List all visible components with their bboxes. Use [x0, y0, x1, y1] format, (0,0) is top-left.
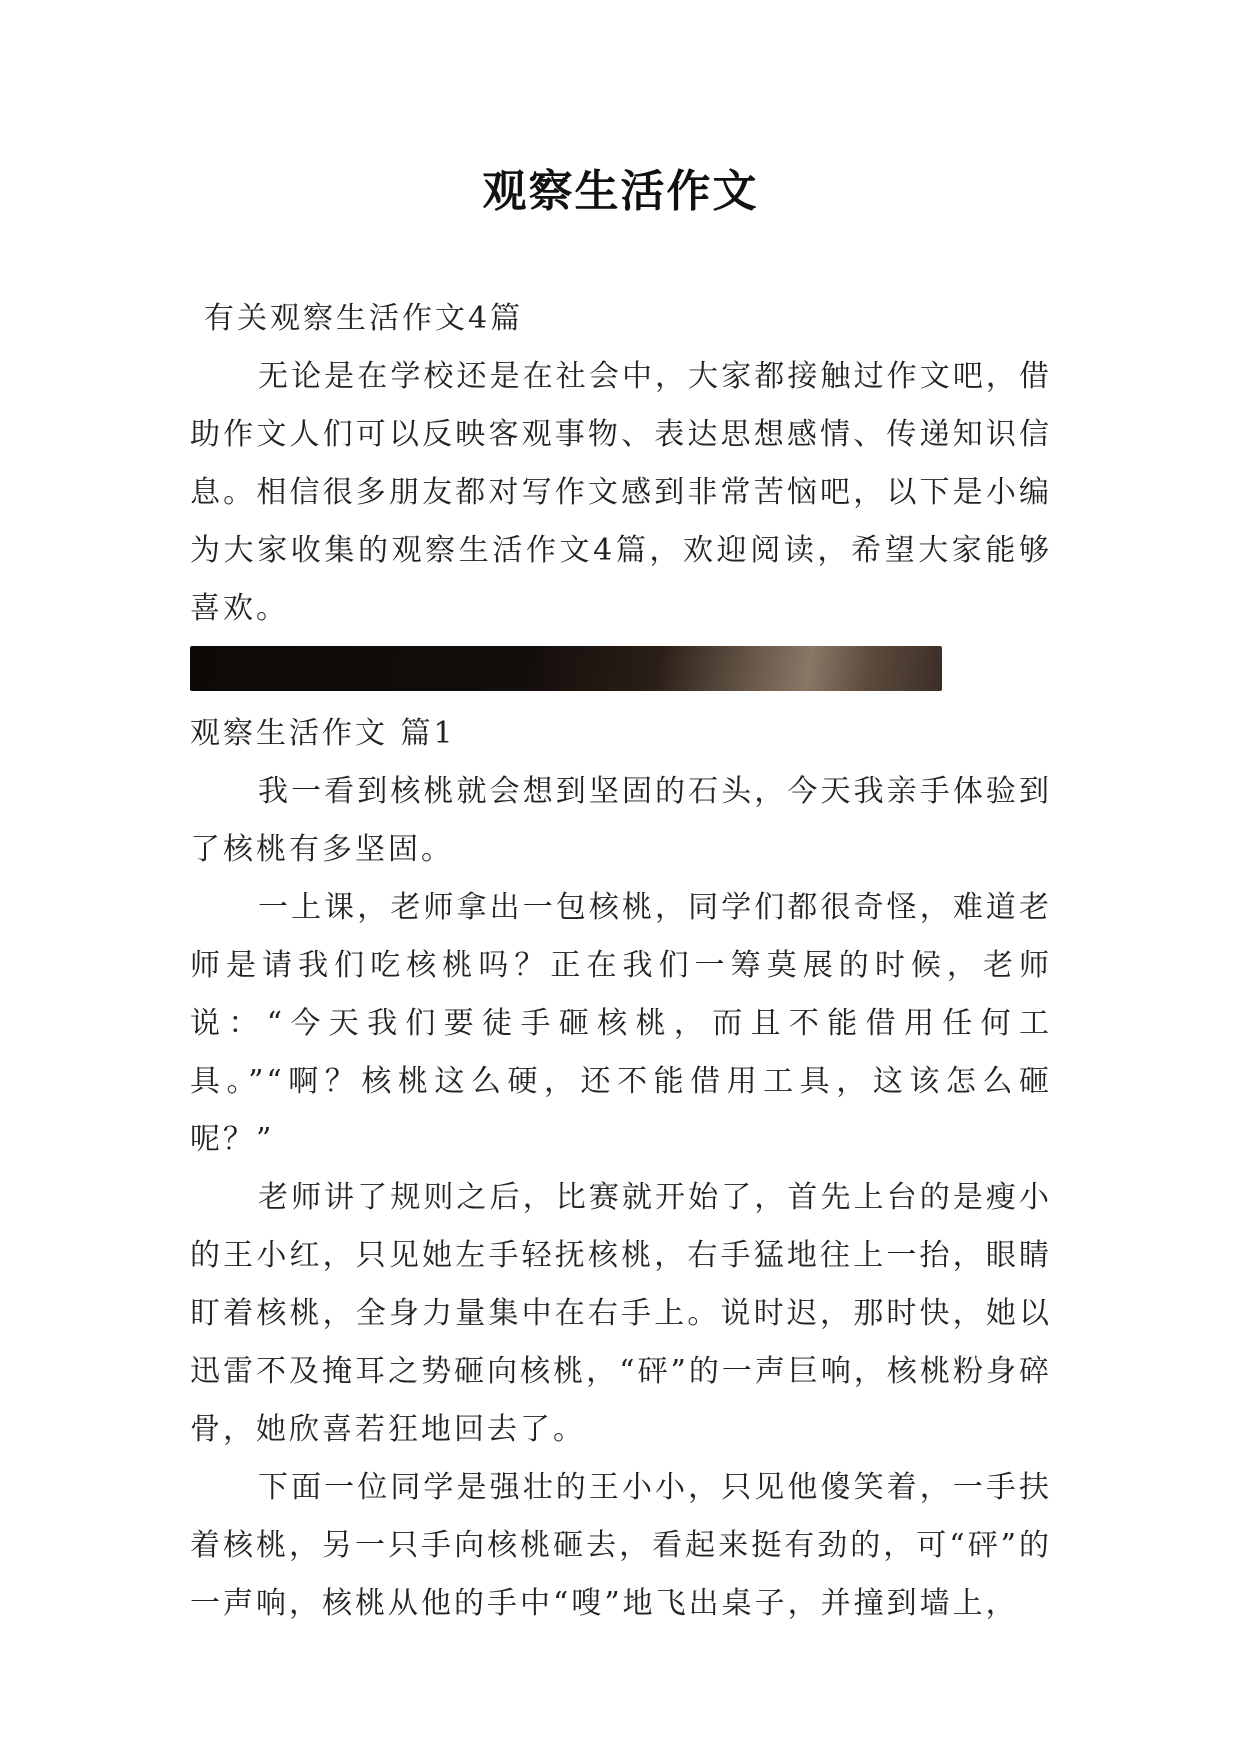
section-heading: 观察生活作文 篇1	[190, 716, 456, 751]
body-paragraph-2: 一上课，老师拿出一包核桃，同学们都很奇怪，难道老师是请我们吃核桃吗？正在我们一筹莫展的时候，老师说：“今天我们要徒手砸核桃，而且不能借用任何工具。”“啊？核桃这么硬，还不能借用工具，这该怎么砸呢？”	[190, 890, 1052, 1157]
body-paragraph-4: 下面一位同学是强壮的王小小，只见他傻笑着，一手扶着核桃，另一只手向核桃砸去，看起来挺有劲的，可“砰”的一声响，核桃从他的手中“嗖”地飞出桌子，并撞到墙上，	[190, 1470, 1052, 1621]
body-paragraph-1: 我一看到核桃就会想到坚固的石头，今天我亲手体验到了核桃有多坚固。	[190, 774, 1052, 867]
document-body	[190, 290, 1052, 1633]
page-title: 观察生活作文	[482, 166, 759, 217]
document-subtitle: 有关观察生活作文4篇	[204, 301, 524, 336]
banner-image	[190, 646, 942, 691]
body-paragraph-3: 老师讲了规则之后，比赛就开始了，首先上台的是瘦小的王小红，只见她左手轻抚核桃，右手猛地往上一抬，眼睛盯着核桃，全身力量集中在右手上。说时迟，那时快，她以迅雷不及掩耳之势砸向核桃，“砰”的一声巨响，核桃粉身碎骨，她欣喜若狂地回去了。	[190, 1180, 1052, 1447]
intro-paragraph: 无论是在学校还是在社会中，大家都接触过作文吧，借助作文人们可以反映客观事物、表达思想感情、传递知识信息。相信很多朋友都对写作文感到非常苦恼吧，以下是小编为大家收集的观察生活作文4篇，欢迎阅读，希望大家能够喜欢。	[190, 359, 1052, 626]
